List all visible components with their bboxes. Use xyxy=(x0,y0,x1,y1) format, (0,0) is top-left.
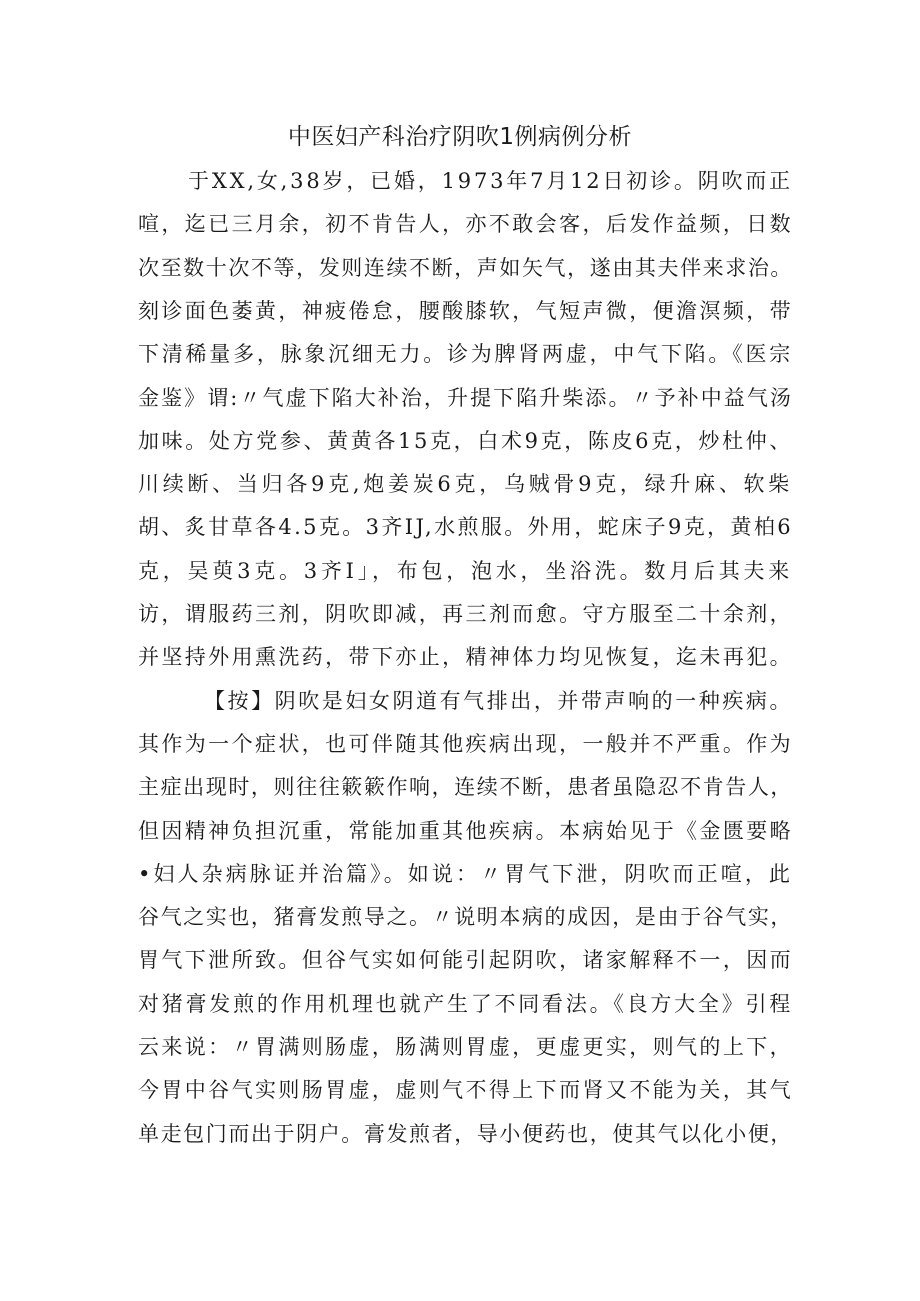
paragraph-1-line: 金鉴》谓:〃气虚下陷大补治，升提下陷升柴添。〃予补中益气汤 xyxy=(138,385,793,410)
paragraph-1-line: 刻诊面色萎黄，神疲倦怠，腰酸膝软，气短声微，便澹溟频，带 xyxy=(138,298,793,323)
paragraph-2-line: 云来说：〃胃满则肠虚，肠满则胃虚，更虚更实，则气的上下， xyxy=(138,1035,793,1059)
paragraph-2-line: 对猪膏发煎的作用机理也就产生了不同看法。《良方大全》引程 xyxy=(138,991,793,1016)
paragraph-2-line: 【按】阴吹是妇女阴道有气排出，并带声响的一种疾病。 xyxy=(204,688,793,713)
paragraph-1-line: 加味。处方党参、黄黄各15克，白术9克，陈皮6克，炒杜仲、 xyxy=(138,428,793,453)
paragraph-1-line: 川续断、当归各9克,炮姜炭6克，乌贼骨9克，绿升麻、软柴 xyxy=(138,472,793,497)
paragraph-2-line: 谷气之实也，猪膏发煎导之。〃说明本病的成因，是由于谷气实， xyxy=(138,905,793,930)
paragraph-1-line: 喧，迄已三月余，初不肯告人，亦不敢会客，后发作益频，日数 xyxy=(138,212,793,237)
paragraph-1-line: 克，吴萸3克。3齐I」，布包，泡水，坐浴洗。数月后其夫来 xyxy=(138,558,793,583)
paragraph-2-line: •妇人杂病脉证并治篇》。如说：〃胃气下泄，阴吹而正喧，此 xyxy=(138,861,793,886)
paragraph-2-line: 今胃中谷气实则肠胃虚，虚则气不得上下而肾又不能为关，其气 xyxy=(138,1078,793,1103)
paragraph-2-line: 其作为一个症状，也可伴随其他疾病出现，一般并不严重。作为 xyxy=(138,731,793,756)
paragraph-2-line: 但因精神负担沉重，常能加重其他疾病。本病始见于《金匮要略 xyxy=(138,818,793,843)
paragraph-1-line: 次至数十次不等，发则连续不断，声如矢气，遂由其夫伴来求治。 xyxy=(138,255,793,280)
document-title: 中医妇产科治疗阴吹1例病例分析 xyxy=(287,124,633,150)
paragraph-1-line: 于XX,女,38岁，已婚，1973年7月12日初诊。阴吹而正 xyxy=(188,169,793,193)
paragraph-1-line: 并坚持外用熏洗药，带下亦止，精神体力均见恢复，迄未再犯。 xyxy=(138,645,793,670)
paragraph-1-line: 下清稀量多，脉象沉细无力。诊为脾肾两虚，中气下陷。《医宗 xyxy=(138,342,793,367)
paragraph-2-line: 单走包门而出于阴户。膏发煎者，导小便药也，使其气以化小便， xyxy=(138,1121,793,1146)
paragraph-2-line: 胃气下泄所致。但谷气实如何能引起阴吹，诸家解释不一，因而 xyxy=(138,948,793,973)
paragraph-1-line: 访，谓服药三剂，阴吹即减，再三剂而愈。守方服至二十余剂， xyxy=(138,602,793,626)
paragraph-2-line: 主症出现时，则往往簌簌作响，连续不断，患者虽隐忍不肯告人， xyxy=(138,775,793,800)
paragraph-1-line: 胡、炙甘草各4.5克。3齐IJ,水煎服。外用，蛇床子9克，黄柏6 xyxy=(138,515,793,540)
